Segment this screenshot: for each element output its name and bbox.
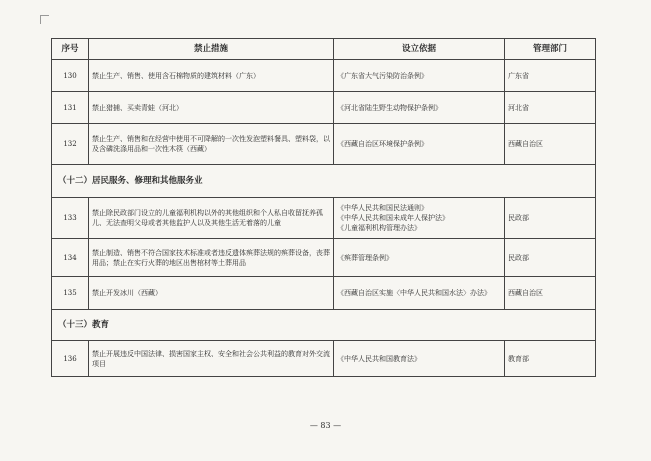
section-heading-row	[52, 310, 596, 341]
section-title: （十二）居民服务、修理和其他服务业	[52, 165, 596, 198]
row-measure: 禁止猎捕、买卖青蛙（河北）	[89, 92, 334, 124]
table-row	[52, 92, 596, 124]
row-measure: 禁止除民政部门设立的儿童福利机构以外的其他组织和个人私自收留抚养孤儿、无法查明父母或者其他监护人以及其他生活无着落的儿童	[89, 198, 334, 239]
row-measure: 禁止开发冰川（西藏）	[89, 277, 334, 310]
row-number: 134	[52, 239, 89, 277]
header-serial-number: 序号	[52, 39, 89, 60]
table-row	[52, 277, 596, 310]
row-basis	[334, 341, 505, 377]
basis-line: 《殡葬管理条例》	[337, 253, 393, 262]
header-prohibition-measure: 禁止措施	[89, 39, 334, 60]
row-basis	[334, 60, 505, 92]
section-heading-row	[52, 165, 596, 198]
table-row	[52, 60, 596, 92]
regulation-table	[51, 38, 596, 377]
header-legal-basis: 设立依据	[334, 39, 505, 60]
row-measure: 禁止生产、销售、使用含石棉物质的建筑材料（广东）	[89, 60, 334, 92]
page-number: — 83 —	[309, 421, 342, 430]
row-number: 135	[52, 277, 89, 310]
section-title: （十三）教育	[52, 310, 596, 341]
row-measure: 禁止生产、销售和在经营中使用不可降解的一次性发泡塑料餐具、塑料袋，以及含磷洗涤用品和一次性木筷（西藏）	[89, 124, 334, 165]
table-header-row	[52, 39, 596, 60]
row-basis	[334, 198, 505, 239]
row-basis	[334, 124, 505, 165]
basis-line: 《西藏自治区实施〈中华人民共和国水法〉办法》	[337, 289, 491, 297]
row-department: 民政部	[505, 239, 596, 277]
row-number: 132	[52, 124, 89, 165]
row-department: 河北省	[505, 92, 596, 124]
basis-line: 《儿童福利机构管理办法》	[337, 224, 421, 232]
basis-line: 《广东省大气污染防治条例》	[337, 71, 428, 80]
row-number: 133	[52, 198, 89, 239]
basis-line: 《中华人民共和国民法通则》	[337, 204, 428, 212]
row-department: 民政部	[505, 198, 596, 239]
basis-line: 《中华人民共和国教育法》	[337, 354, 421, 363]
table-row	[52, 239, 596, 277]
row-department: 西藏自治区	[505, 277, 596, 310]
table-row	[52, 341, 596, 377]
crop-mark	[40, 15, 49, 24]
row-basis	[334, 239, 505, 277]
row-number: 131	[52, 92, 89, 124]
table-row	[52, 198, 596, 239]
row-number: 136	[52, 341, 89, 377]
row-department: 西藏自治区	[505, 124, 596, 165]
row-department: 广东省	[505, 60, 596, 92]
row-basis	[334, 277, 505, 310]
row-basis	[334, 92, 505, 124]
row-measure: 禁止制造、销售不符合国家技术标准或者违反遗体殡葬法规的殡葬设备，丧葬用品；禁止在实行火葬的地区出售棺材等土葬用品	[89, 239, 334, 277]
row-department: 教育部	[505, 341, 596, 377]
header-management-department: 管理部门	[505, 39, 596, 60]
table-row	[52, 124, 596, 165]
row-number: 130	[52, 60, 89, 92]
basis-line: 《西藏自治区环境保护条例》	[337, 140, 428, 148]
basis-line: 《河北省陆生野生动物保护条例》	[337, 103, 442, 112]
basis-line: 《中华人民共和国未成年人保护法》	[337, 214, 449, 222]
row-measure: 禁止开展违反中国法律、损害国家主权、安全和社会公共利益的教育对外交流项目	[89, 341, 334, 377]
